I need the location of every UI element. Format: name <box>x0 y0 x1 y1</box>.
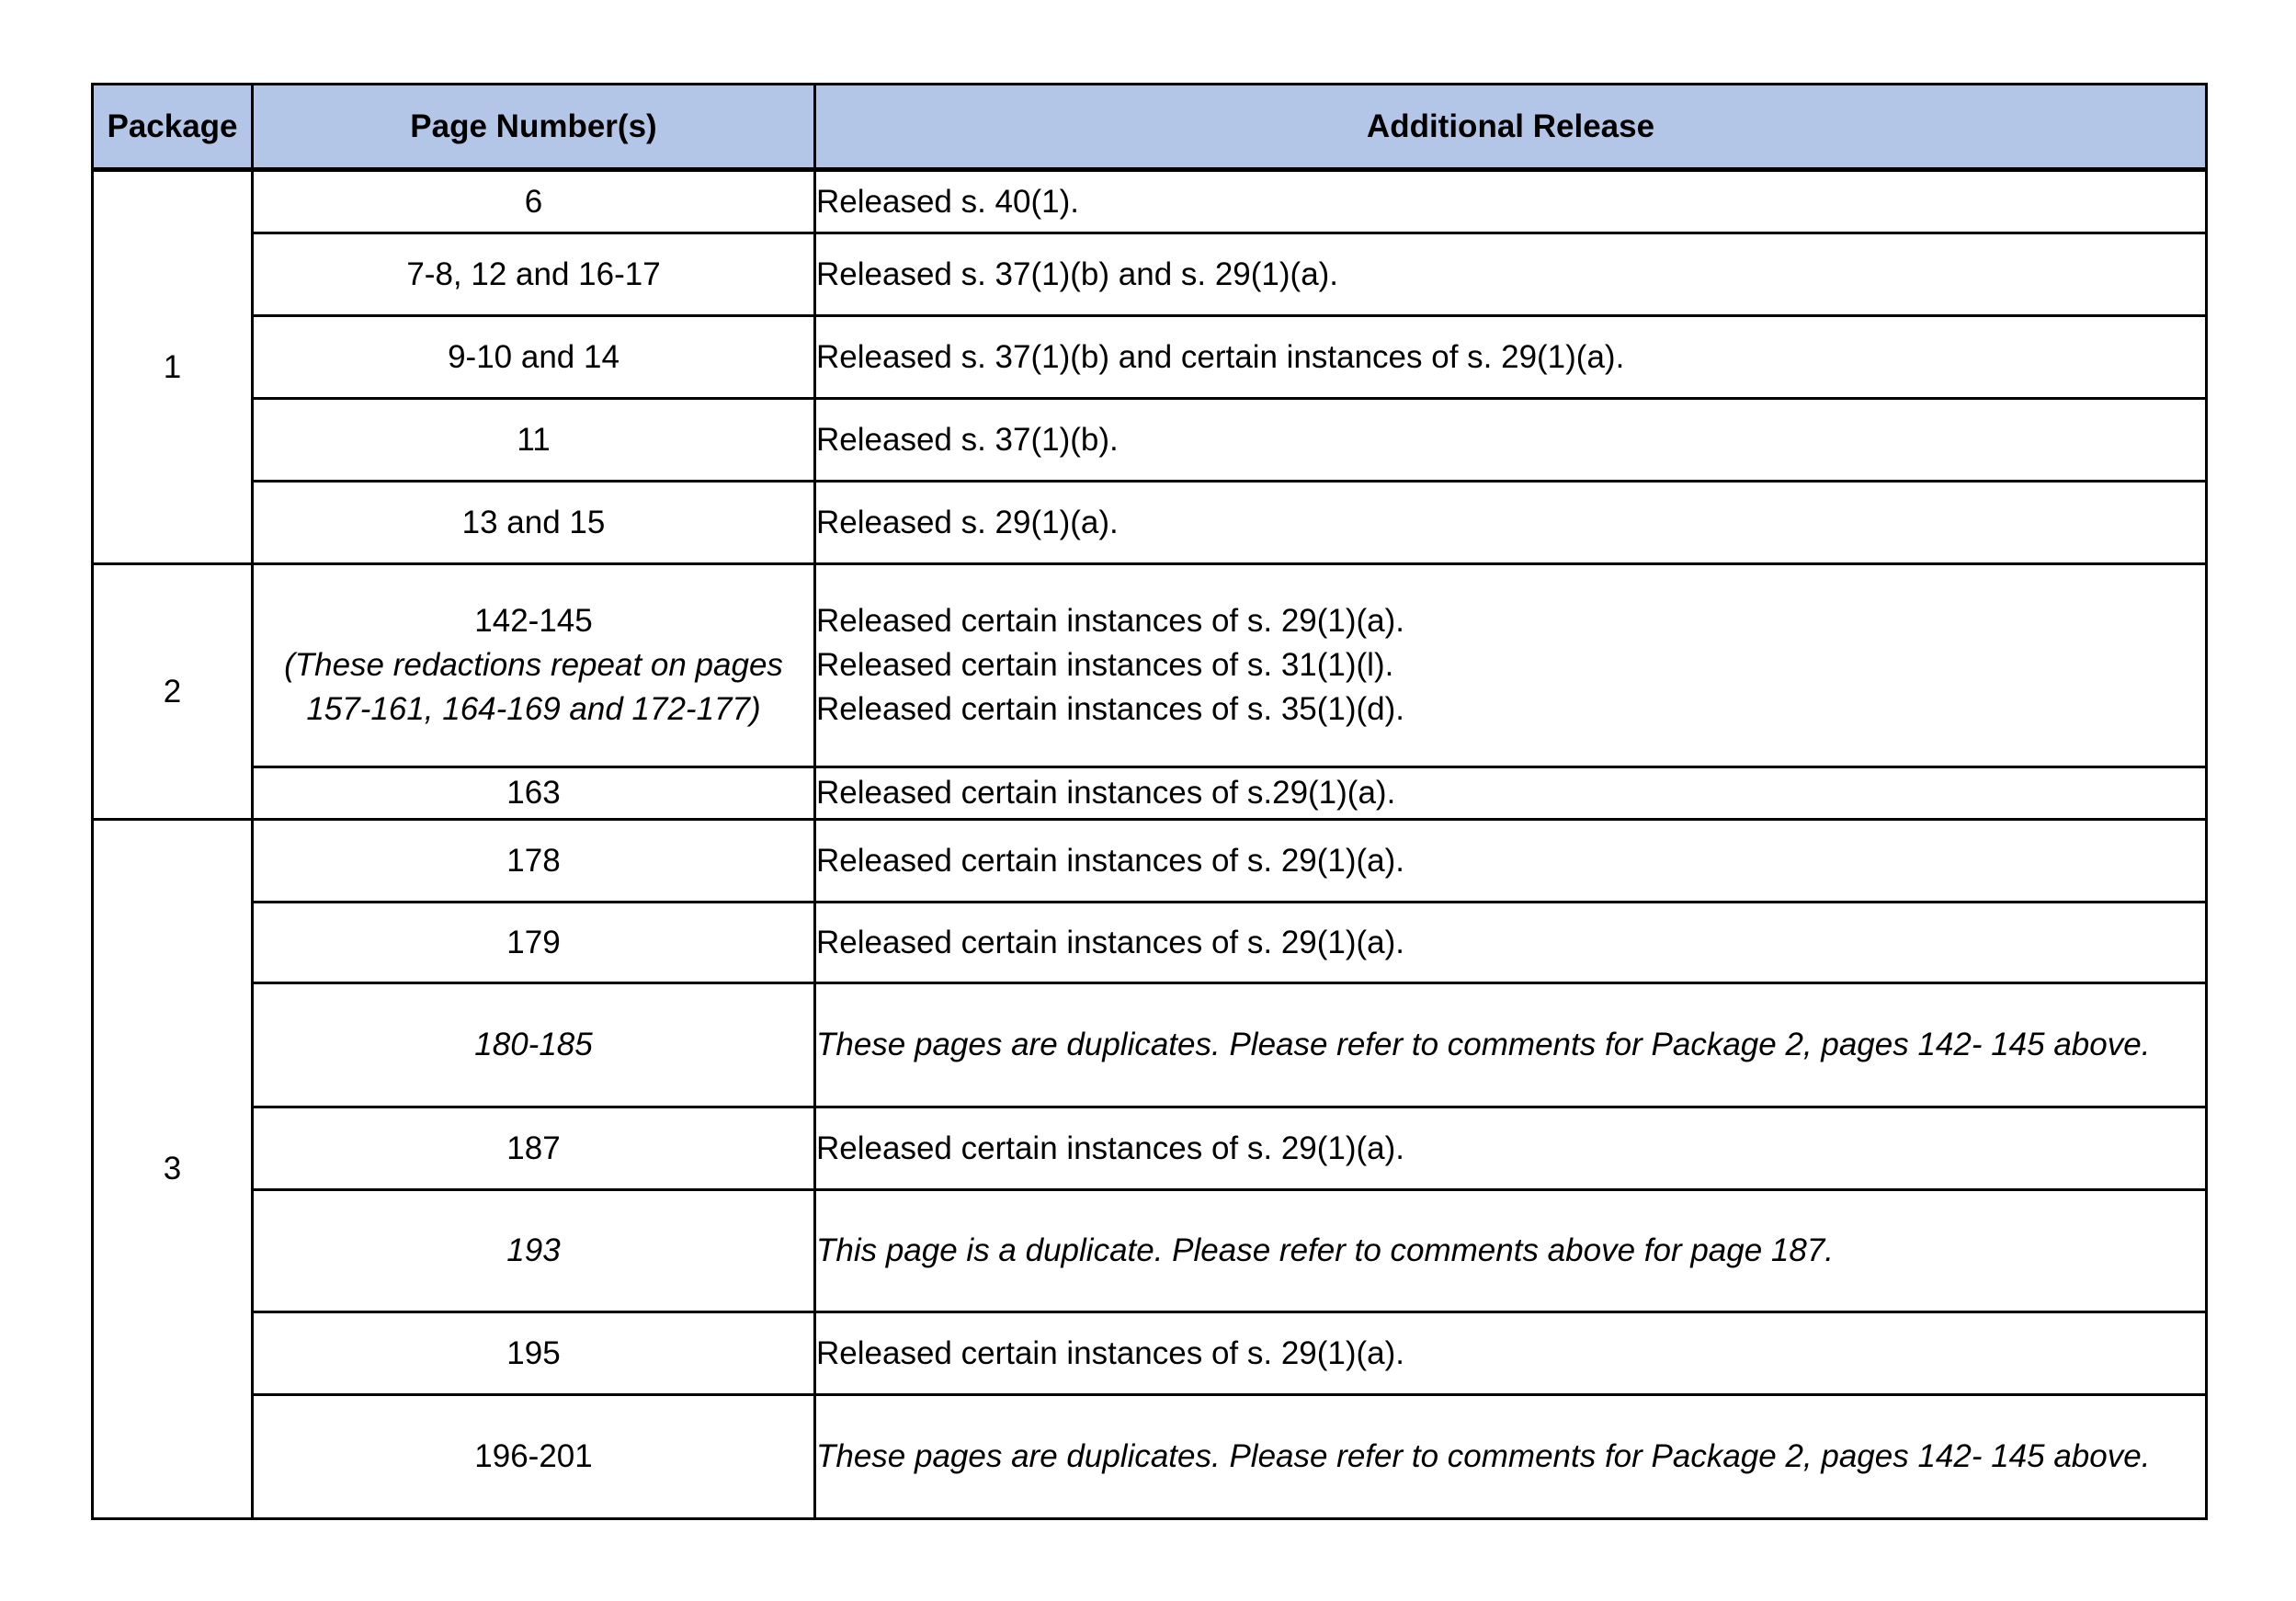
table-header <box>93 85 2207 170</box>
table-row <box>93 482 2207 564</box>
release-cell: Released certain instances of s. 29(1)(a). <box>815 1107 2207 1190</box>
table-row <box>93 233 2207 316</box>
table-row <box>93 767 2207 820</box>
release-cell: Released s. 40(1). <box>815 170 2207 233</box>
pages-cell: 195 <box>253 1312 815 1395</box>
package-cell: 3 <box>93 820 253 1519</box>
release-line: Released certain instances of s. 35(1)(d). <box>816 691 1405 727</box>
pages-cell: 178 <box>253 820 815 903</box>
pages-cell: 193 <box>253 1190 815 1312</box>
pages-cell: 196-201 <box>253 1395 815 1519</box>
header-page-numbers: Page Number(s) <box>253 85 815 170</box>
release-cell <box>815 564 2207 767</box>
release-cell: Released s. 29(1)(a). <box>815 482 2207 564</box>
pages-cell: 13 and 15 <box>253 482 815 564</box>
table-row <box>93 316 2207 399</box>
pages-cell: 6 <box>253 170 815 233</box>
release-cell: These pages are duplicates. Please refer to comments for Package 2, pages 142- 145 above. <box>815 983 2207 1107</box>
release-cell: Released certain instances of s. 29(1)(a). <box>815 820 2207 903</box>
release-cell: Released s. 37(1)(b). <box>815 399 2207 482</box>
package-cell: 1 <box>93 170 253 564</box>
table-row <box>93 1107 2207 1190</box>
release-cell: Released s. 37(1)(b) and s. 29(1)(a). <box>815 233 2207 316</box>
pages-range: 142-145 <box>474 603 593 639</box>
header-additional-release: Additional Release <box>815 85 2207 170</box>
table-row <box>93 170 2207 233</box>
table-row <box>93 1190 2207 1312</box>
release-cell: Released certain instances of s. 29(1)(a). <box>815 903 2207 983</box>
table-row <box>93 983 2207 1107</box>
pages-cell: 187 <box>253 1107 815 1190</box>
table-row <box>93 1312 2207 1395</box>
release-cell: Released s. 37(1)(b) and certain instances of s. 29(1)(a). <box>815 316 2207 399</box>
pages-cell: 9-10 and 14 <box>253 316 815 399</box>
pages-cell: 180-185 <box>253 983 815 1107</box>
table-row <box>93 1395 2207 1519</box>
header-package: Package <box>93 85 253 170</box>
release-cell: This page is a duplicate. Please refer to comments above for page 187. <box>815 1190 2207 1312</box>
pages-cell <box>253 564 815 767</box>
table-row <box>93 903 2207 983</box>
pages-note: (These redactions repeat on pages 157-161, 164-169 and 172-177) <box>284 647 783 727</box>
release-cell: Released certain instances of s. 29(1)(a). <box>815 1312 2207 1395</box>
pages-cell: 7-8, 12 and 16-17 <box>253 233 815 316</box>
header-row <box>93 85 2207 170</box>
table-row <box>93 399 2207 482</box>
pages-cell: 179 <box>253 903 815 983</box>
pages-cell: 163 <box>253 767 815 820</box>
pages-cell: 11 <box>253 399 815 482</box>
package-cell: 2 <box>93 564 253 820</box>
table-body <box>93 170 2207 1519</box>
table-row <box>93 820 2207 903</box>
release-line: Released certain instances of s. 29(1)(a). <box>816 603 1405 639</box>
release-cell: These pages are duplicates. Please refer to comments for Package 2, pages 142- 145 above. <box>815 1395 2207 1519</box>
table-row <box>93 564 2207 767</box>
release-table <box>91 83 2208 1520</box>
release-cell: Released certain instances of s.29(1)(a). <box>815 767 2207 820</box>
release-line: Released certain instances of s. 31(1)(l). <box>816 647 1394 683</box>
